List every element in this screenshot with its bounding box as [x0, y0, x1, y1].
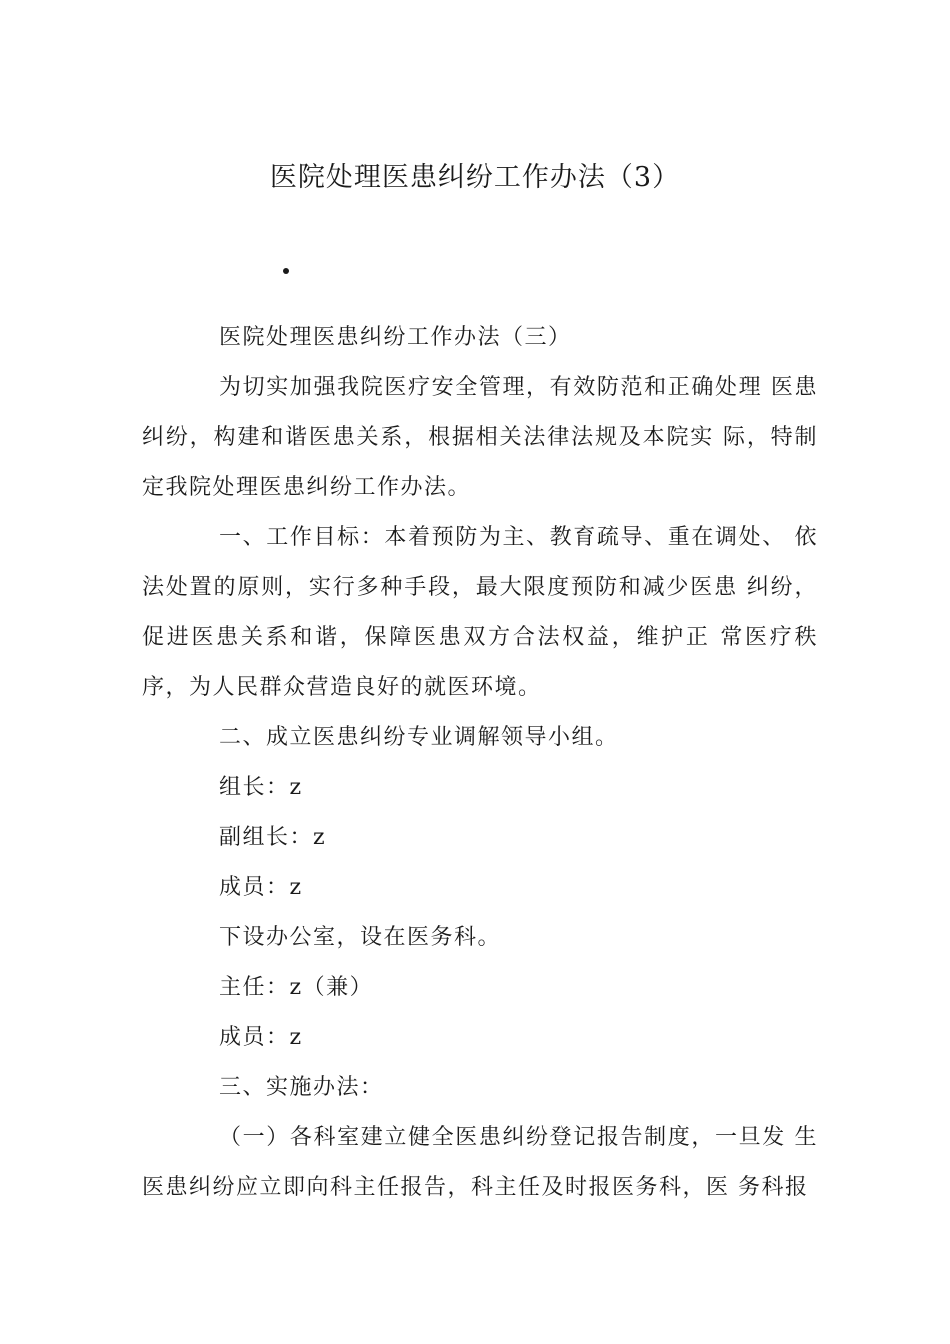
office-paragraph: 下设办公室，设在医务科。	[219, 925, 502, 950]
document-title: 医院处理医患纠纷工作办法（3）	[269, 162, 681, 193]
director-paragraph: 主任：z（兼）	[219, 975, 374, 1000]
goal-paragraph: 一、工作目标：本着预防为主、教育疏导、重在调处、 依法处置的原则，实行多种手段，最大限度预防和减少医患 纠纷，促进医患关系和谐，保障医患双方合法权益，维护正 常医疗秩序，为人民群众营造良好的就医环境。	[142, 525, 818, 700]
office-members-paragraph: 成员：z	[219, 1025, 303, 1050]
implementation-heading-paragraph: 三、实施办法：	[219, 1075, 384, 1100]
document-body	[142, 313, 818, 1213]
group-heading-paragraph: 二、成立医患纠纷专业调解领导小组。	[219, 725, 619, 750]
subtitle-paragraph: 医院处理医患纠纷工作办法（三）	[219, 325, 572, 350]
members-paragraph: 成员：z	[219, 875, 303, 900]
vice-leader-paragraph: 副组长：z	[219, 825, 327, 850]
leader-paragraph: 组长：z	[219, 775, 303, 800]
bullet-dot	[283, 268, 289, 274]
implementation-item-1-paragraph: （一）各科室建立健全医患纠纷登记报告制度，一旦发 生医患纠纷应立即向科主任报告，科主任及时报医务科，医 务科报	[142, 1125, 818, 1200]
intro-paragraph: 为切实加强我院医疗安全管理，有效防范和正确处理 医患纠纷，构建和谐医患关系，根据相关法律法规及本院实 际，特制定我院处理医患纠纷工作办法。	[142, 375, 818, 500]
